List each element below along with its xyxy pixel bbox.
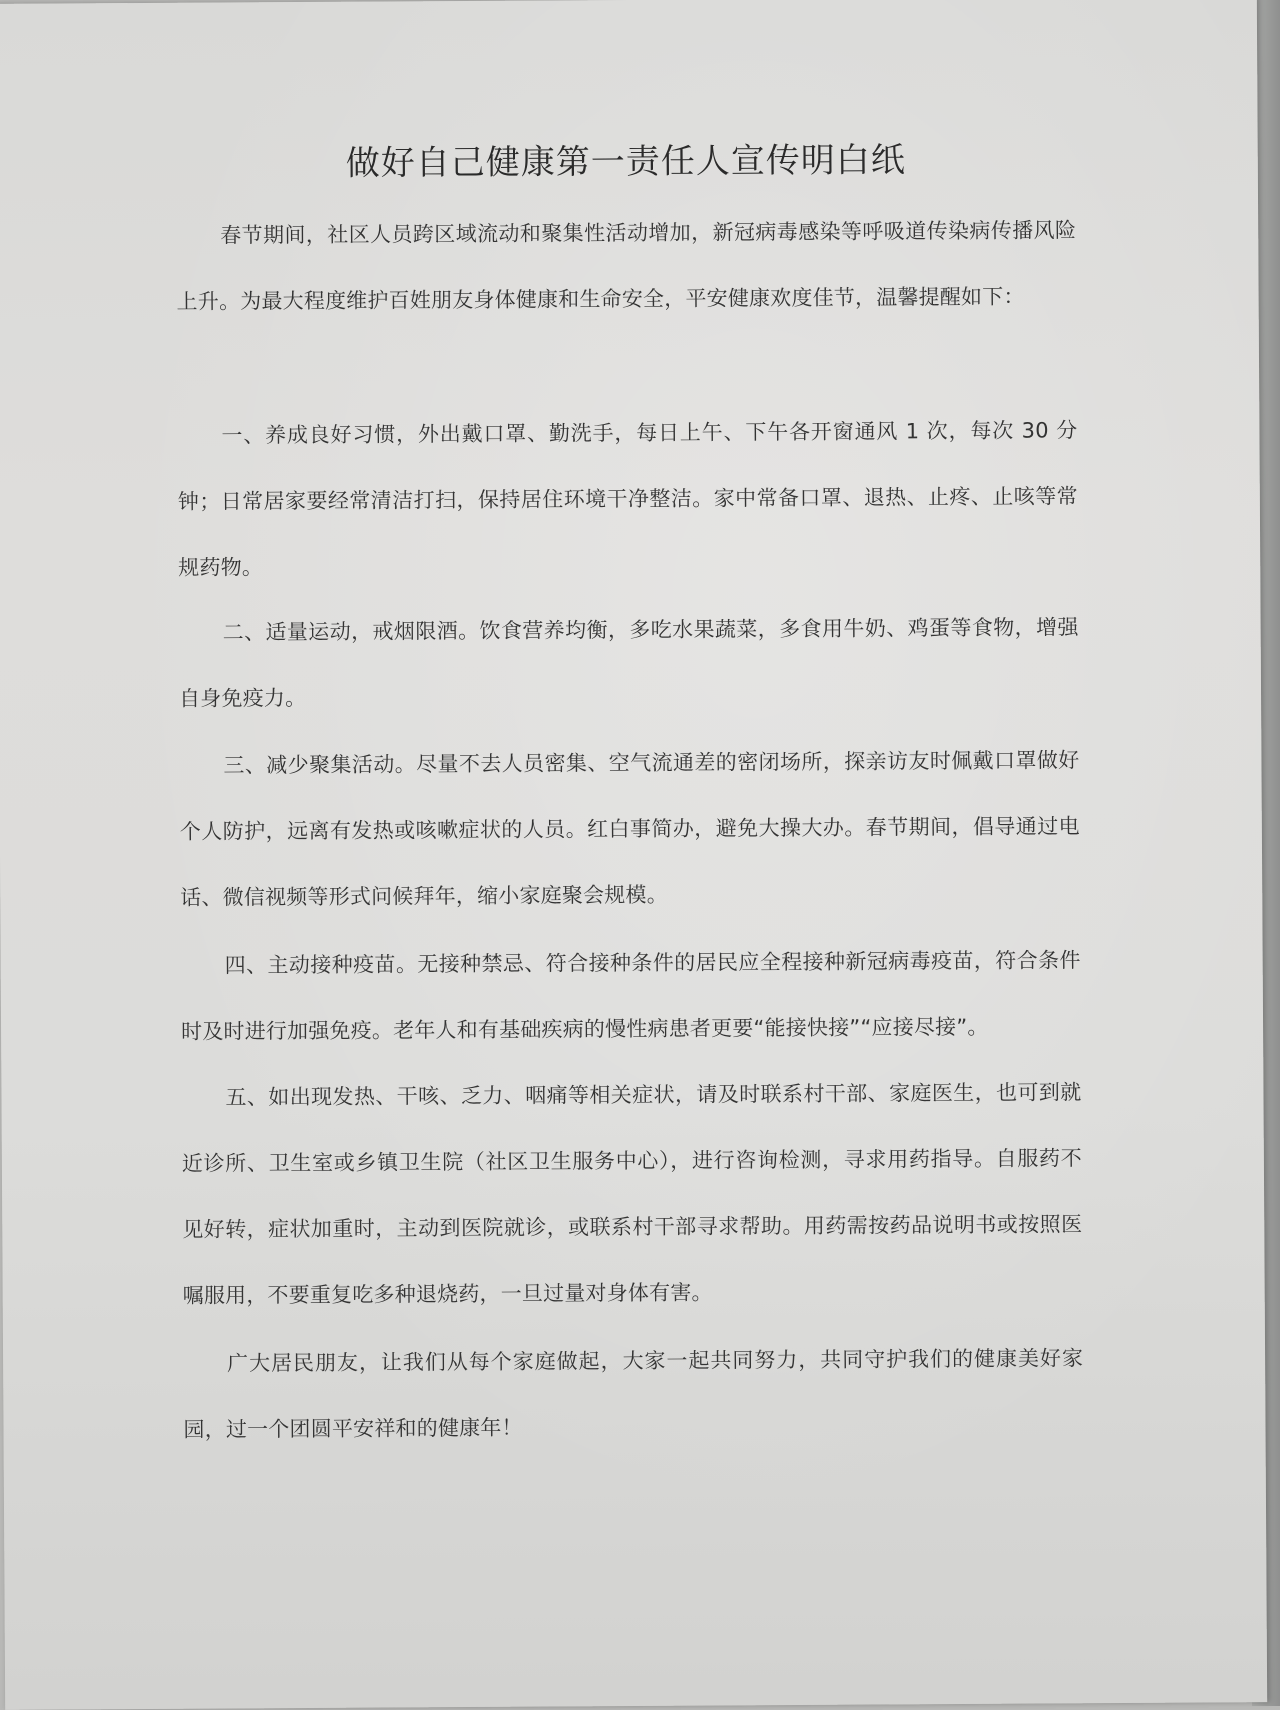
document-title: 做好自己健康第一责任人宣传明白纸 [345,140,906,184]
document-body [175,0,1084,1442]
paragraph-item-2: 二、适量运动，戒烟限酒。饮食营养均衡，多吃水果蔬菜，多食用牛奶、鸡蛋等食物，增强自身免疫力。 [178,615,1079,711]
paragraph-item-3: 三、减少聚集活动。尽量不去人员密集、空气流通差的密闭场所，探亲访友时佩戴口罩做好个人防护，远离有发热或咳嗽症状的人员。红白事简办，避免大操大办。春节期间，倡导通过电话、微信视频等形式问候拜年，缩小家庭聚会规模。 [179,748,1080,910]
paragraph-intro: 春节期间，社区人员跨区域流动和聚集性活动增加，新冠病毒感染等呼吸道传染病传播风险上升。为最大程度维护百姓朋友身体健康和生命安全，平安健康欢度佳节，温馨提醒如下： [176,218,1077,314]
paragraph-item-4: 四、主动接种疫苗。无接种禁忌、符合接种条件的居民应全程接种新冠病毒疫苗，符合条件时及时进行加强免疫。老年人和有基础疾病的慢性病患者更要“能接快接”“应接尽接”。 [181,948,1081,1044]
paragraph-closing: 广大居民朋友，让我们从每个家庭做起，大家一起共同努力，共同守护我们的健康美好家园，过一个团圆平安祥和的健康年！ [183,1346,1084,1442]
paragraph-item-5: 五、如出现发热、干咳、乏力、咽痛等相关症状，请及时联系村干部、家庭医生，也可到就近诊所、卫生室或乡镇卫生院（社区卫生服务中心），进行咨询检测，寻求用药指导。自服药不见好转，症状加重时，主动到医院就诊，或联系村干部寻求帮助。用药需按药品说明书或按照医嘱服用，不要重复吃多种退烧药，一旦过量对身体有害。 [181,1080,1083,1308]
paragraph-item-1: 一、养成良好习惯，外出戴口罩、勤洗手，每日上午、下午各开窗通风 1 次，每次 30 分钟；日常居家要经常清洁打扫，保持居住环境干净整洁。家中常备口罩、退热、止疼、止咳等常规药物。 [177,418,1078,580]
